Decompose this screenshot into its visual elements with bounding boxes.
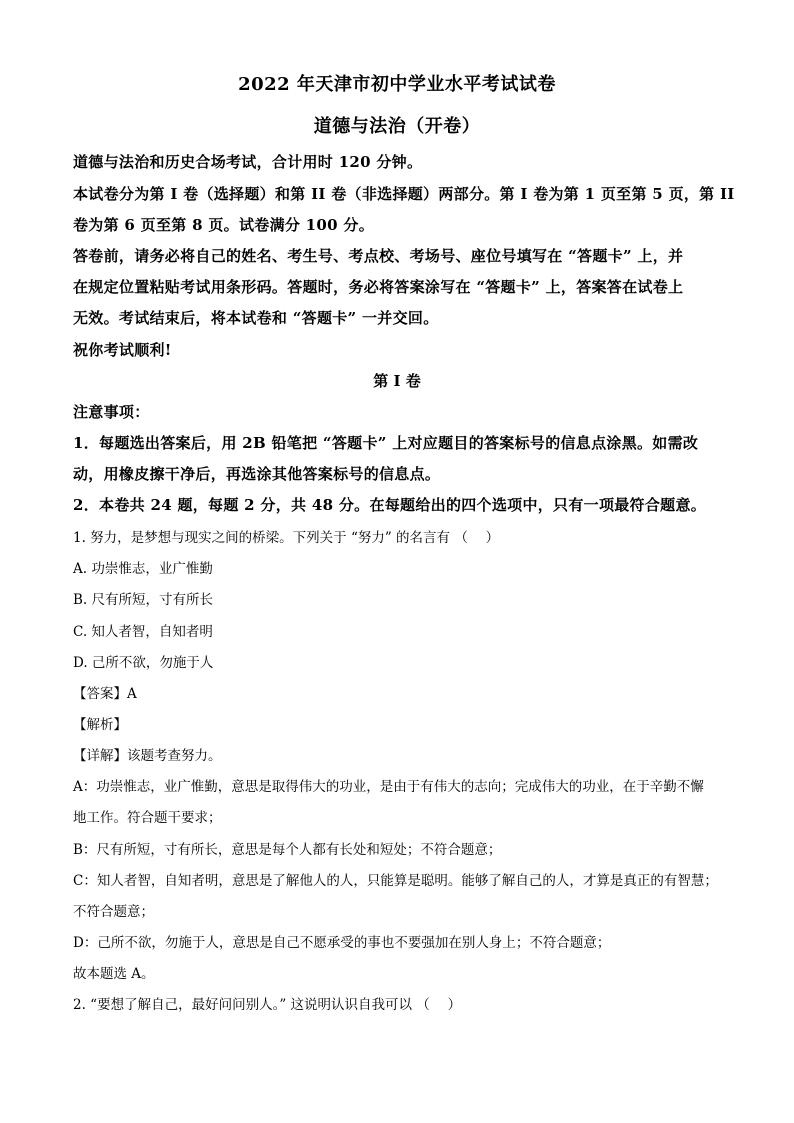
intro-line: 本试卷分为第 I 卷（选择题）和第 II 卷（非选择题）两部分。第 I 卷为第 1 页至第 5 页，第 II bbox=[73, 185, 735, 203]
detail-line: D：己所不欲，勿施于人，意思是自己不愿承受的事也不要强加在别人身上；不符合题意； bbox=[73, 935, 611, 951]
question-1-option-b: B. 尺有所短，寸有所长 bbox=[73, 592, 214, 608]
intro-line: 在规定位置粘贴考试用条形码。答题时，务必将答案涂写在 “答题卡” 上，答案答在试卷上 bbox=[73, 278, 684, 296]
notice-line: 2．本卷共 24 题，每题 2 分，共 48 分。在每题给出的四个选项中，只有一项最符合题意。 bbox=[73, 496, 707, 514]
notice-line: 动，用橡皮擦干净后，再选涂其他答案标号的信息点。 bbox=[73, 465, 441, 483]
detail-line: 不符合题意； bbox=[73, 904, 154, 920]
good-luck-line: 祝你考试顺利! bbox=[73, 341, 172, 359]
question-1-option-a: A. 功崇惟志，业广惟勤 bbox=[73, 561, 213, 577]
intro-line: 答卷前，请务必将自己的姓名、考生号、考点校、考场号、座位号填写在 “答题卡” 上，并 bbox=[73, 247, 684, 265]
intro-line: 无效。考试结束后，将本试卷和 “答题卡” 一并交回。 bbox=[73, 309, 439, 327]
section-title: 第 I 卷 bbox=[373, 372, 421, 390]
question-1-stem: 1. 努力，是梦想与现实之间的桥梁。下列关于 “努力” 的名言有 （ ） bbox=[73, 530, 500, 546]
exam-subtitle: 道德与法治（开卷） bbox=[313, 116, 481, 137]
question-1-option-d: D. 己所不欲，勿施于人 bbox=[73, 655, 214, 671]
question-1-answer: 【答案】A bbox=[73, 686, 137, 702]
question-1-analysis: 【解析】 bbox=[73, 717, 127, 733]
detail-line: B：尺有所短，寸有所长，意思是每个人都有长处和短处；不符合题意； bbox=[73, 842, 502, 858]
detail-line: C：知人者智，自知者明，意思是了解他人的人，只能算是聪明。能够了解自己的人，才算是真正的有智慧； bbox=[73, 873, 718, 889]
question-1-option-c: C. 知人者智，自知者明 bbox=[73, 624, 213, 640]
intro-line: 道德与法治和历史合场考试，合计用时 120 分钟。 bbox=[73, 153, 423, 171]
question-2-stem: 2. “要想了解自己，最好问问别人。” 这说明认识自我可以 （ ） bbox=[73, 997, 462, 1013]
detail-line: 地工作。符合题干要求； bbox=[73, 810, 222, 826]
notice-line: 1．每题选出答案后，用 2B 铅笔把 “答题卡” 上对应题目的答案标号的信息点涂黑。如需改 bbox=[73, 434, 699, 452]
notice-heading: 注意事项： bbox=[73, 403, 150, 421]
intro-line: 卷为第 6 页至第 8 页。试卷满分 100 分。 bbox=[73, 216, 375, 234]
exam-title: 2022 年天津市初中学业水平考试试卷 bbox=[238, 74, 556, 95]
detail-line: 故本题选 A。 bbox=[73, 966, 155, 982]
detail-line: 【详解】该题考查努力。 bbox=[73, 748, 222, 764]
detail-line: A：功崇惟志，业广惟勤，意思是取得伟大的功业，是由于有伟大的志向；完成伟大的功业，在于辛勤不懈 bbox=[73, 779, 704, 795]
